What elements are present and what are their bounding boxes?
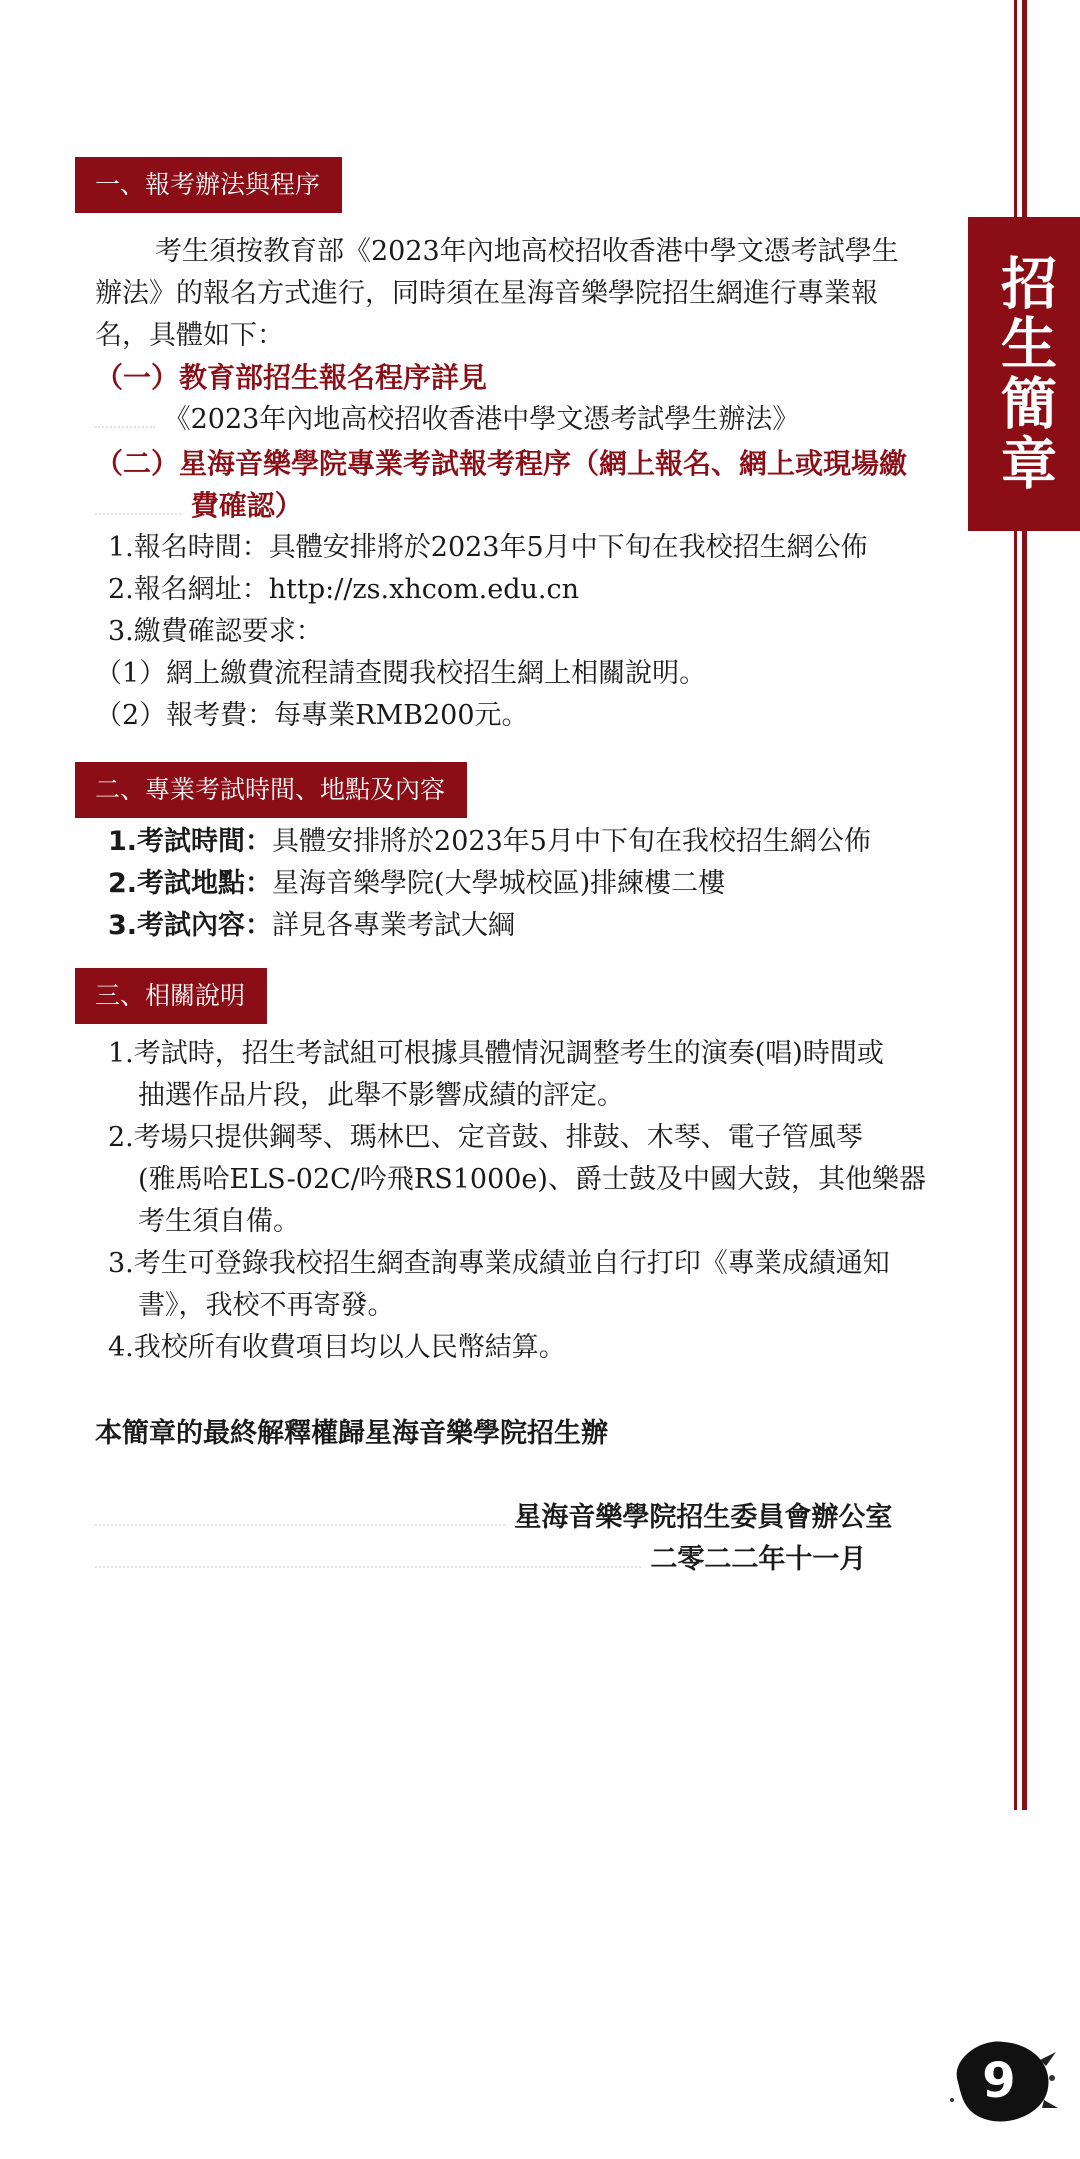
page-number: 9 [982,2053,1016,2109]
item-label: 2.考試地點： [108,868,273,899]
signature-office: 星海音樂學院招生委員會辦公室 [514,1502,893,1533]
dot-leader [95,489,181,515]
note-line: 3.考生可登錄我校招生網查詢專業成績並自行打印《專業成績通知 [108,1248,890,1279]
list-item [108,822,871,862]
side-title-block [968,217,1080,531]
intro-line-1: 考生須按教育部《2023年內地高校招收香港中學文憑考試學生 [155,236,899,267]
note-line: 書》，我校不再寄發。 [138,1290,395,1321]
list-item: 2.報名網址：http://zs.xhcom.edu.cn [108,574,580,605]
item-text: 具體安排將於2023年5月中下旬在我校招生網公佈 [272,826,871,857]
final-note: 本簡章的最終解釋權歸星海音樂學院招生辦 [95,1418,608,1449]
note-line: 4.我校所有收費項目均以人民幣結算。 [108,1332,566,1363]
subheading-2-line-1: （二）星海音樂學院專業考試報考程序（網上報名、網上或現場繳 [95,447,908,480]
list-item: （1）網上繳費流程請查閱我校招生網上相關說明。 [95,658,707,689]
list-item: （2）報考費：每專業RMB200元。 [95,700,529,731]
subtext-1: 《2023年內地高校招收香港中學文憑考試學生辦法》 [163,404,800,435]
item-text: 星海音樂學院(大學城校區)排練樓二樓 [272,868,726,899]
list-item: 1.報名時間：具體安排將於2023年5月中下旬在我校招生網公佈 [108,532,868,563]
note-line: 2.考場只提供鋼琴、瑪林巴、定音鼓、排鼓、木琴、電子管風琴 [108,1122,863,1153]
intro-line-2: 辦法》的報名方式進行，同時須在星海音樂學院招生網進行專業報 [95,278,878,309]
signature-date: 二零二二年十一月 [650,1544,867,1575]
subtext-1-row [95,400,799,440]
dot-leader [95,1542,641,1568]
side-title: 招生簡章 [992,254,1057,494]
list-item: 3.繳費確認要求： [108,616,323,647]
note-line: 考生須自備。 [138,1206,300,1237]
note-line: (雅馬哈ELS-02C/吟飛RS1000e)、爵士鼓及中國大鼓，其他樂器 [138,1164,926,1195]
intro-line-3: 名，具體如下： [95,320,284,351]
section-heading-2: 二、專業考試時間、地點及內容 [75,762,467,818]
signature-office-row [95,1498,892,1538]
note-line: 抽選作品片段，此舉不影響成績的評定。 [138,1080,624,1111]
item-text: 詳見各專業考試大綱 [272,910,516,941]
note-line: 1.考試時，招生考試組可根據具體情況調整考生的演奏(唱)時間或 [108,1038,884,1069]
item-label: 3.考試內容： [108,910,273,941]
subheading-2-line-2: 費確認） [190,489,303,522]
signature-date-row [95,1540,866,1580]
dot-leader [95,1500,505,1526]
section-heading-3: 三、相關說明 [75,968,267,1024]
list-item [108,864,725,904]
subheading-1: （一）教育部招生報名程序詳見 [95,361,488,394]
subheading-2-line-2-row [95,486,303,526]
dot-leader [95,402,155,428]
item-label: 1.考試時間： [108,826,273,857]
section-heading-1: 一、報考辦法與程序 [75,157,342,213]
list-item [108,906,515,946]
